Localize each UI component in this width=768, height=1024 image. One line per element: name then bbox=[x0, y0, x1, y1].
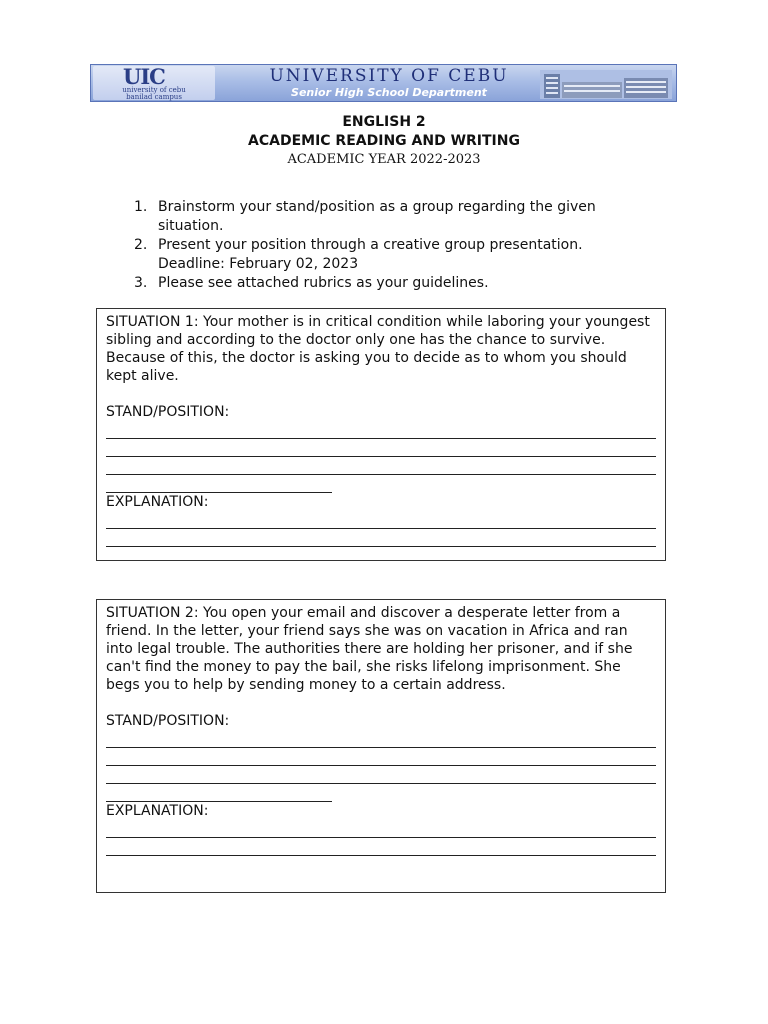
logo-line-2: banilad campus bbox=[126, 93, 182, 101]
instructions-list bbox=[132, 198, 652, 293]
subject-title: ACADEMIC READING AND WRITING bbox=[248, 133, 520, 149]
answer-line[interactable] bbox=[106, 475, 332, 493]
situation-2-box bbox=[96, 599, 666, 893]
situation-2-text: SITUATION 2: You open your email and discover a desperate letter from a friend. In the letter, your friend says she was on vacation in Africa and ran into legal trouble. The authorities there are holding her prisoner, and if she can't find the money to pay the bail, she risks lifelong imprisonment. She begs you to help by sending money to a certain address. bbox=[106, 605, 633, 693]
answer-line[interactable] bbox=[106, 529, 656, 547]
answer-line[interactable] bbox=[106, 421, 656, 439]
header-banner bbox=[90, 64, 677, 102]
stand-position-label: STAND/POSITION: bbox=[106, 404, 230, 420]
instruction-text: Please see attached rubrics as your guidelines. bbox=[158, 275, 489, 291]
instruction-item bbox=[132, 274, 652, 293]
answer-line[interactable] bbox=[106, 511, 656, 529]
department-name: Senior High School Department bbox=[291, 86, 487, 99]
instruction-text: Brainstorm your stand/position as a group regarding the given situation. bbox=[158, 199, 596, 234]
answer-line[interactable] bbox=[106, 838, 656, 856]
instruction-number: 3. bbox=[134, 275, 148, 291]
answer-line[interactable] bbox=[106, 457, 656, 475]
answer-line[interactable] bbox=[106, 784, 332, 802]
explanation-label: EXPLANATION: bbox=[106, 803, 209, 819]
uic-logo bbox=[93, 66, 215, 100]
logo-line-1: university of cebu bbox=[122, 86, 186, 94]
logo-mark: UIC bbox=[123, 64, 165, 89]
instruction-number: 2. bbox=[134, 237, 148, 253]
campus-building-icon bbox=[540, 68, 672, 99]
course-title: ENGLISH 2 bbox=[342, 114, 426, 130]
answer-line[interactable] bbox=[106, 730, 656, 748]
instruction-item bbox=[132, 198, 652, 236]
stand-position-label: STAND/POSITION: bbox=[106, 713, 230, 729]
explanation-label: EXPLANATION: bbox=[106, 494, 209, 510]
instruction-item bbox=[132, 236, 652, 274]
answer-line[interactable] bbox=[106, 766, 656, 784]
instruction-number: 1. bbox=[134, 199, 148, 215]
instruction-text: Present your position through a creative group presentation. Deadline: February 02, 2023 bbox=[158, 237, 583, 272]
university-name: UNIVERSITY OF CEBU bbox=[269, 66, 509, 86]
answer-line[interactable] bbox=[106, 748, 656, 766]
answer-line[interactable] bbox=[106, 439, 656, 457]
answer-line[interactable] bbox=[106, 820, 656, 838]
academic-year: ACADEMIC YEAR 2022-2023 bbox=[287, 152, 481, 167]
situation-1-text: SITUATION 1: Your mother is in critical condition while laboring your youngest sibling and according to the doctor only one has the chance to survive. Because of this, the doctor is asking you to decide as to whom you should kept alive. bbox=[106, 314, 650, 384]
situation-1-box bbox=[96, 308, 666, 561]
